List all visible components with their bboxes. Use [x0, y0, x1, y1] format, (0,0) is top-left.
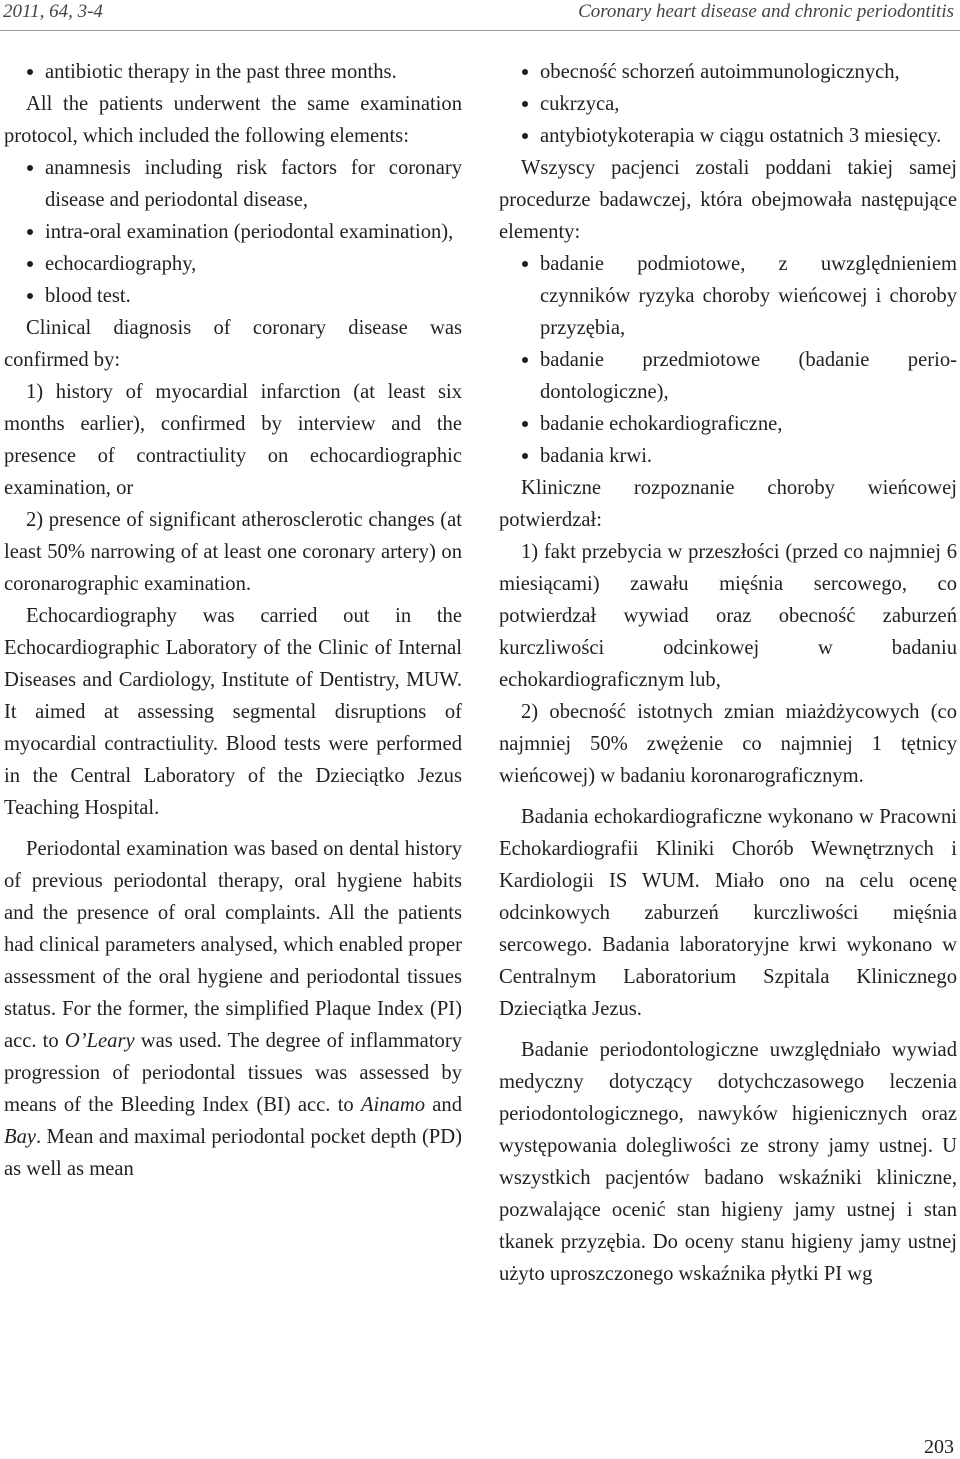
list-item: echocardiography, [4, 248, 462, 280]
list-item: obecność schorzeń autoimmunologicznych, [499, 56, 957, 88]
list-item: badanie przedmiotowe (badanie periodontologiczne), [499, 344, 957, 408]
journal-issue: 2011, 64, 3-4 [3, 1, 103, 22]
exclusion-criteria-list-end [499, 56, 957, 152]
author-name: O’Leary [64, 1030, 135, 1052]
text-run: was used. The degree of inflammatory progression of periodontal tissues was assessed by means of the Bleeding Index (BI) acc. to [4, 1030, 462, 1116]
left-column-english [4, 56, 462, 1185]
list-item: anamnesis including risk factors for coronary disease and periodontal disease, [4, 152, 462, 216]
list-item: intra-oral examination (periodontal examination), [4, 216, 462, 248]
text-run: and [425, 1094, 463, 1116]
list-item: antybiotykoterapia w ciągu ostatnich 3 miesięcy. [499, 120, 957, 152]
list-item: badanie podmiotowe, z uwzględnieniem czynników ryzyka choroby wieńcowej i choroby przyzębia, [499, 248, 957, 344]
paragraph: All the patients underwent the same examination protocol, which included the following elements: [4, 93, 462, 147]
paragraph: 1) history of myocardial infarction (at least six months earlier), confirmed by interview and the presence of contractiulity on echocardiographic examination, or [4, 381, 462, 499]
paragraph: 2) obecność istotnych zmian miażdżycowych (co najmniej 50% zwężenie co najmniej 1 tętnicy wieńcowej) w badaniu koronarograficznym. [499, 701, 957, 787]
exclusion-criteria-list-end [4, 56, 462, 88]
running-title: Coronary heart disease and chronic periodontitis [578, 1, 954, 22]
list-item: antibiotic therapy in the past three months. [4, 56, 462, 88]
list-item: cukrzyca, [499, 88, 957, 120]
paragraph: Clinical diagnosis of coronary disease was confirmed by: [4, 317, 462, 371]
author-name: Ainamo [360, 1094, 426, 1116]
paragraph: Kliniczne rozpoznanie choroby wieńcowej potwierdzał: [499, 477, 957, 531]
paragraph [4, 833, 462, 1185]
paragraph: Badanie periodontologiczne uwzględniało wywiad medyczny dotyczący dotychczasowego leczenia periodontologicznego, nawyków higienicznych oraz występowania dolegliwości ze strony jamy ustnej. U wszystkich pacjentów badano wskaźniki kliniczne, pozwalające ocenić stan higieny jamy ustnej i stan tkanek przyzębia. Do oceny stanu higieny jamy ustnej użyto uproszczonego wskaźnika płytki PI wg [499, 1039, 957, 1285]
paragraph: Badania echokardiograficzne wykonano w Pracowni Echokardiografii Kliniki Chorób Wewnętrznych i Kardiologii IS WUM. Miało ono na celu ocenę odcinkowych zaburzeń kurczliwości mięśnia sercowego. Badania laboratoryjne krwi wykonano w Centralnym Laboratorium Szpitala Klinicznego Dzieciątka Jezus. [499, 806, 957, 1020]
right-column-polish [499, 56, 957, 1290]
paragraph: 2) presence of significant atherosclerotic changes (at least 50% narrowing of at least one coronary artery) on coronarographic examination. [4, 509, 462, 595]
examination-elements-list [499, 248, 957, 472]
paragraph: 1) fakt przebycia w przeszłości (przed co najmniej 6 miesiącami) zawału mięśnia sercowego, co potwierdzał wywiad oraz obecność zaburzeń kurczliwości odcinkowej w badaniu echokardiograficznym lub, [499, 541, 957, 691]
paragraph: Echocardiography was carried out in the Echocardiographic Laboratory of the Clinic of Internal Diseases and Cardiology, Institute of Dentistry, MUW. It aimed at assessing segmental disruptions of myocardial contractiulity. Blood tests were performed in the Central Laboratory of the Dzieciątko Jezus Teaching Hospital. [4, 605, 462, 819]
paragraph: Wszyscy pacjenci zostali poddani takiej samej procedurze badawczej, która obejmowała następujące elementy: [499, 157, 957, 243]
examination-elements-list [4, 152, 462, 312]
text-run: . Mean and maximal periodontal pocket depth (PD) as well as mean [4, 1126, 462, 1180]
list-item: badania krwi. [499, 440, 957, 472]
running-header [0, 0, 960, 31]
author-name: Bay [4, 1126, 37, 1148]
page-number: 203 [924, 1436, 954, 1458]
list-item: badanie echokardiograficzne, [499, 408, 957, 440]
list-item: blood test. [4, 280, 462, 312]
text-run: Periodontal examination was based on dental history of previous periodontal therapy, oral hygiene habits and the presence of oral complaints. All the patients had clinical parameters analysed, which enabled proper assessment of the oral hygiene and periodontal tissues status. For the former, the simplified Plaque Index (PI) acc. to [4, 838, 462, 1052]
